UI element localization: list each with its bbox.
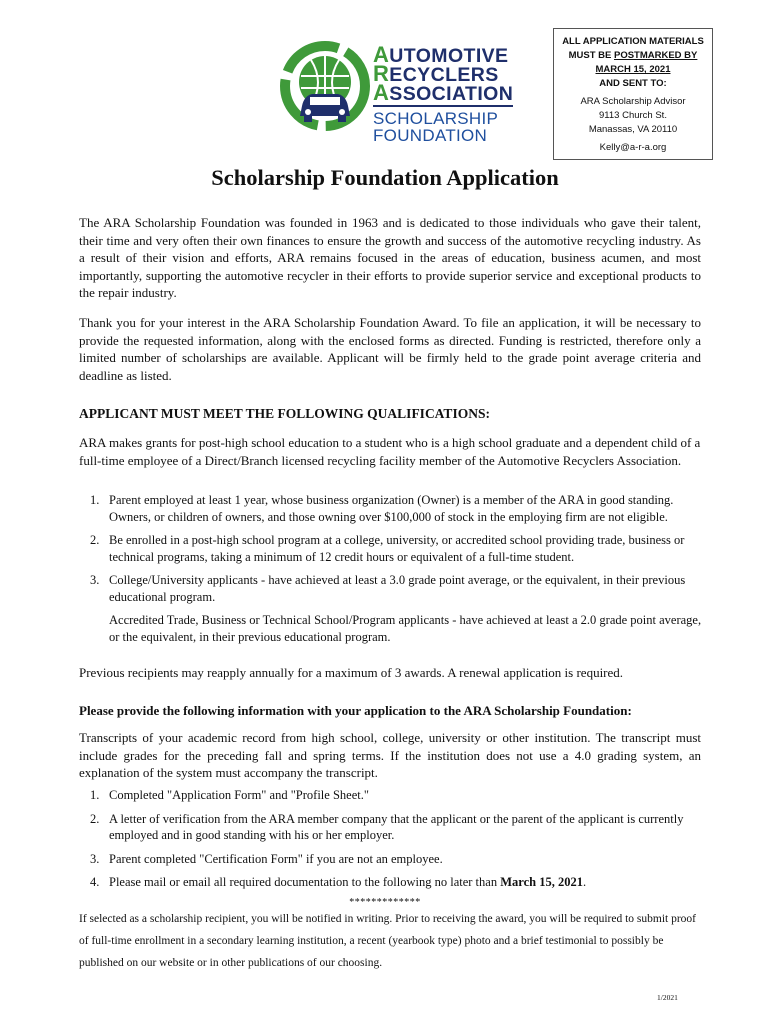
list-item: 3. Parent completed "Certification Form" if you are not an employee.	[90, 851, 443, 866]
provide-heading: Please provide the following information with your application to the ARA Scholarship Foundation:	[79, 703, 632, 718]
footer-date: 1/2021	[657, 993, 678, 1002]
list-item: 1. Parent employed at least 1 year, whose business organization (Owner) is a member of the ARA in good standing. Owners, or children of owners, and those owning over $100,000 of stock in the employing firm are not eligible.	[90, 493, 674, 524]
mailbox-deadline: MARCH 15, 2021	[595, 64, 671, 75]
closing-paragraph: If selected as a scholarship recipient, you will be notified in writing. Prior to receiving the award, you will be required to submit proof of full-time enrollment in a secondary learning institution, a recent (yearbook type) photo and a brief testimonial to possibly be published on our website or in other publications of our choosing.	[79, 913, 697, 969]
reapply-note: Previous recipients may reapply annually for a maximum of 3 awards. A renewal application is required.	[79, 665, 624, 680]
globe-car-icon	[285, 46, 365, 126]
qualifications-heading: APPLICANT MUST MEET THE FOLLOWING QUALIFICATIONS:	[79, 406, 490, 421]
mailbox-line2: MUST BE POSTMARKED BY	[568, 50, 698, 61]
provide-list	[79, 787, 704, 891]
deadline-date: March 15, 2021	[500, 875, 583, 889]
qualifications-list	[79, 492, 704, 645]
mailing-info-box	[553, 28, 713, 160]
mailbox-sent-to: AND SENT TO:	[599, 78, 667, 89]
page-title: Scholarship Foundation Application	[211, 165, 559, 190]
list-item: 2. A letter of verification from the ARA member company that the applicant or the parent of the applicant is currently employed and in good standing with his or her employer.	[90, 811, 684, 842]
qualifications-intro: ARA makes grants for post-high school education to a student who is a high school graduate and a dependent child of a full-time employee of a Direct/Branch licensed recycling facility member of the Automotive Recyclers Association.	[79, 435, 701, 468]
logo-line-recyclers: RECYCLERS	[373, 61, 499, 86]
intro-paragraph: The ARA Scholarship Foundation was founded in 1963 and is dedicated to those individuals who gave their talent, their time and very often their own finances to ensure the growth and success of the automotive recycling industry. As a result of their vision and efforts, ARA remains focused in the areas of education, business acumen, and most importantly, supporting the automotive recycler in their efforts to provide superior service and exceptional products to the repair industry.	[79, 215, 701, 300]
logo-wordmark	[373, 42, 514, 145]
list-item: 3. College/University applicants - have achieved at least a 3.0 grade point average, or the equivalent, in their previous educational program.	[90, 573, 686, 604]
logo-sub-foundation: FOUNDATION	[373, 126, 488, 145]
list-item: 1. Completed "Application Form" and "Profile Sheet."	[90, 788, 369, 802]
logo-line-automotive: AUTOMOTIVE	[373, 42, 509, 67]
list-item: 2. Be enrolled in a post-high school program at a college, university, or accredited school providing trade, business or technical programs, taking a minimum of 12 credit hours or equivalent of a full-time student.	[90, 533, 685, 564]
logo-divider	[373, 105, 513, 107]
thanks-paragraph: Thank you for your interest in the ARA Scholarship Foundation Award. To file an application, it will be necessary to provide the requested information, along with the enclosed forms as directed. Funding is restricted, therefore only a limited number of scholarships are available. Applicant will be firmly held to the grade point average criteria and deadline as listed.	[79, 315, 701, 383]
mailbox-line1: ALL APPLICATION MATERIALS	[562, 36, 704, 47]
mailbox-email: Kelly@a-r-a.org	[599, 142, 667, 153]
transcripts-paragraph: Transcripts of your academic record from high school, college, university or other institution. The transcript must include grades for the preceding fall and spring terms. If the institution does not use a 4.0 grading system, an explanation of the system must accompany the transcript.	[79, 730, 701, 780]
accredited-note: Accredited Trade, Business or Technical School/Program applicants - have achieved at least a 2.0 grade point average, or the equivalent, in their previous educational program.	[109, 613, 702, 644]
separator-stars: *************	[349, 897, 421, 908]
logo-line-association: ASSOCIATION	[373, 80, 514, 105]
logo-sub-scholarship: SCHOLARSHIP	[373, 109, 499, 128]
mailbox-address: ARA Scholarship Advisor 9113 Church St. Manassas, VA 20110	[580, 96, 686, 135]
list-item: 4. Please mail or email all required documentation to the following no later than March 15, 2021.	[90, 875, 587, 889]
